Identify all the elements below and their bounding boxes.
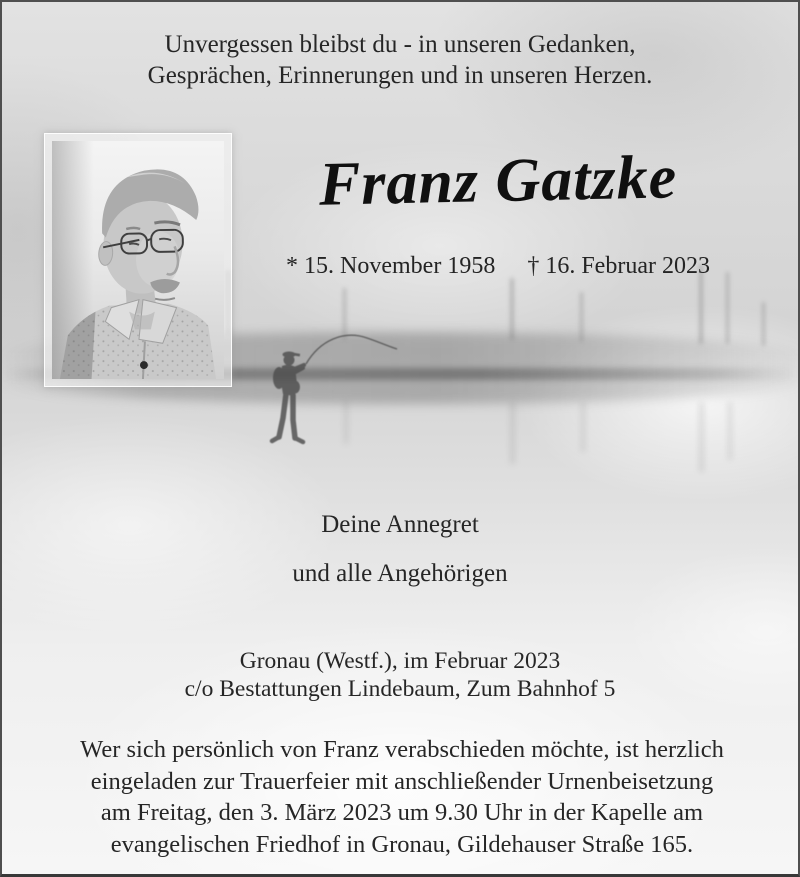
deceased-name: Franz Gatzke	[318, 143, 678, 219]
mourner-line-1: Deine Annegret	[321, 511, 479, 538]
location-line-2: c/o Bestattungen Lindebaum, Zum Bahnhof 5	[184, 676, 616, 702]
tree-silhouette	[510, 278, 514, 340]
portrait-photo	[52, 141, 224, 379]
invitation-line-1: Wer sich persönlich von Franz verabschieden möchte, ist herzlich	[80, 736, 724, 763]
mourner-line-2: und alle Angehörigen	[292, 560, 508, 587]
location-line-1: Gronau (Westf.), im Februar 2023	[239, 648, 561, 674]
invitation-block	[30, 734, 774, 860]
tree-reflection	[728, 402, 732, 460]
invitation-line-4: evangelischen Friedhof in Gronau, Gildehauser Straße 165.	[110, 830, 694, 858]
tree-silhouette	[762, 302, 765, 346]
life-dates	[234, 253, 762, 280]
epitaph-line-1: Unvergessen bleibst du - in unseren Gedanken,	[164, 31, 636, 58]
tree-silhouette	[580, 292, 583, 342]
birth-date: * 15. November 1958	[286, 253, 496, 279]
death-date: † 16. Februar 2023	[527, 253, 710, 279]
tree-silhouette	[726, 272, 729, 344]
tree-reflection	[510, 402, 515, 464]
photo-frame	[44, 133, 232, 387]
location-block	[2, 647, 798, 703]
fisherman-silhouette-icon	[252, 332, 412, 457]
invitation-line-3: am Freitag, den 3. März 2023 um 9.30 Uhr in der Kapelle am	[100, 799, 704, 826]
invitation-line-2: eingeladen zur Trauerfeier mit anschließender Urnenbeisetzung	[90, 767, 714, 795]
epitaph-line-2: Gesprächen, Erinnerungen und in unseren Herzen.	[147, 62, 653, 89]
epitaph	[2, 29, 798, 91]
tree-reflection	[699, 402, 704, 472]
tree-reflection	[581, 402, 585, 452]
